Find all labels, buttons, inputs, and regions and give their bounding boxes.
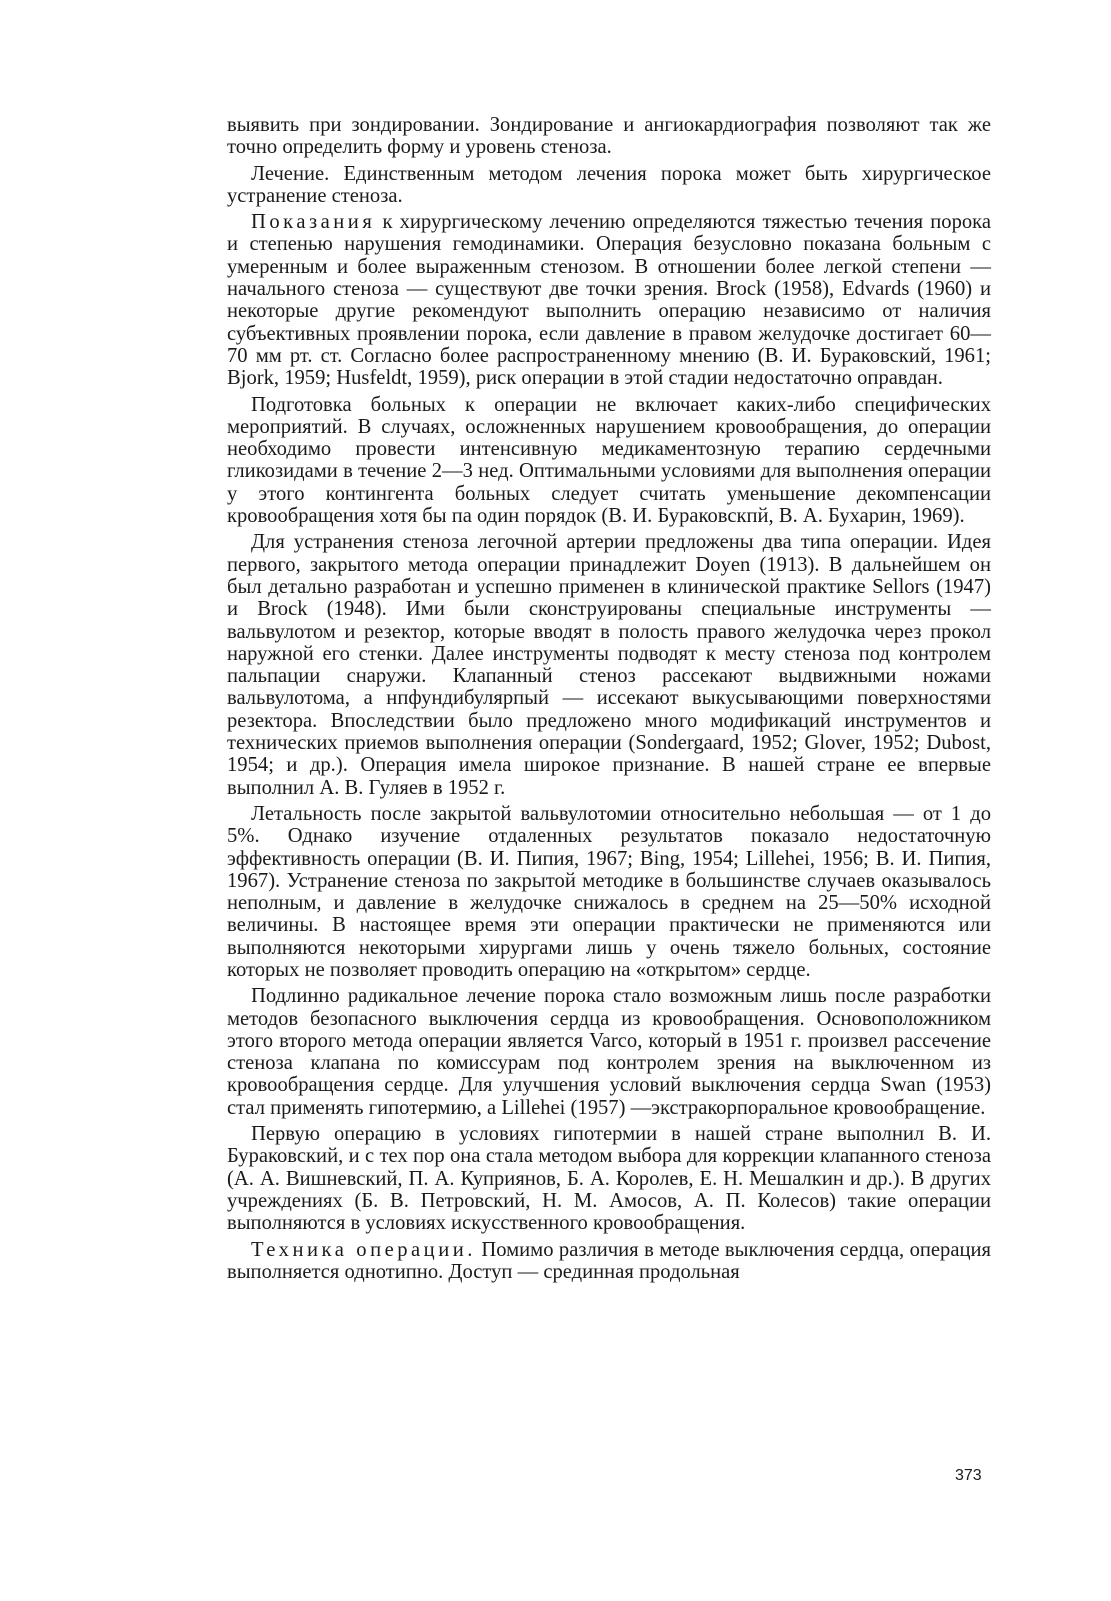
paragraph-text: Летальность после закрытой вальвулотомии относительно небольшая — от 1 до 5%. Однако изучение отдаленных результатов показало недостаточную эффективность операции (В. И. Пипия, 1967; Bing, 1954; Lillehei, 1956; В. И. Пипия, 1967). Устранение стеноза по закрытой методике в большинстве случаев оказывалось неполным, и давление в желудочке снижалось в среднем на 25—50% исходной величины. В настоящее время эти операции практически не применяются или выполняются некоторыми хирургами лишь у очень тяжело больных, состояние которых не позволяет проводить операцию на «открытом» сердце. [227, 802, 991, 981]
paragraph-text: Лечение. Единственным методом лечения порока может быть хирургическое устранение стеноза. [227, 162, 991, 207]
paragraph-text: Подлинно радикальное лечение порока стало возможным лишь после разработки методов безопасного выключения сердца из кровообращения. Основоположником этого второго метода операции является Varco, который в 1951 г. произвел рассечение стеноза клапана по комиссурам под контролем зрения на выключенном из кровообращения сердце. Для улучшения условий выключения сердца Swan (1953) стал применять гипотермию, a Lillehei (1957) —экстракорпоральное кровообращение. [227, 985, 991, 1119]
paragraph-7 [227, 985, 991, 1119]
paragraph-5 [227, 531, 991, 799]
paragraph-6 [227, 803, 991, 981]
paragraph-text: Помимо различия в методе выключения сердца, операция выполняется однотипно. Доступ — срединная продольная [227, 1238, 992, 1283]
paragraph-2 [227, 163, 991, 208]
paragraph-3 [227, 211, 991, 389]
page-body [227, 114, 991, 1287]
paragraph-text: Для устранения стеноза легочной артерии предложены два типа операции. Идея первого, закрытого метода операции принадлежит Doyen (1913). В дальнейшем он был детально разработан и успешно применен в клинической практике Sellors (1947) и Brock (1948). Ими были сконструированы специальные инструменты — вальвулотом и резектор, которые вводят в полость правого желудочка через прокол наружной его стенки. Далее инструменты подводят к месту стеноза под контролем пальпации снаружи. Клапанный стеноз рассекают выдвижными ножами вальвулотома, а нпфундибулярпый — иссекают выкусывающими поверхностями резектора. Впоследствии было предложено много модификаций инструментов и технических приемов выполнения операции (Sondergaard, 1952; Glover, 1952; Dubost, 1954; и др.). Операция имела широкое признание. В нашей стране ее впервые выполнил А. В. Гуляев в 1952 г. [227, 531, 991, 799]
paragraph-lead: Показания [251, 211, 376, 234]
paragraph-1 [227, 114, 991, 159]
paragraph-text: Первую операцию в условиях гипотермии в нашей стране выполнил В. И. Бураковский, и с тех пор она стала методом выбора для коррекции клапанного стеноза (А. А. Вишневский, П. А. Куприянов, Б. А. Королев, Е. Н. Мешалкин и др.). В других учреждениях (Б. В. Петровский, Н. М. Амосов, А. П. Колесов) такие операции выполняются в условиях искусственного кровообращения. [227, 1123, 991, 1235]
paragraph-text: выявить при зондировании. Зондирование и ангиокардиография позволяют так же точно определить форму и уровень стеноза. [227, 114, 991, 159]
paragraph-9 [227, 1239, 991, 1284]
paragraph-4 [227, 394, 991, 528]
paragraph-text: Подготовка больных к операции не включает каких-либо специфических мероприятий. В случаях, осложненных нарушением кровообращения, до операции необходимо провести интенсивную медикаментозную терапию сердечными гликозидами в течение 2—3 нед. Оптимальными условиями для выполнения операции у этого контингента больных следует считать уменьшение декомпенсации кровообращения хотя бы па один порядок (В. И. Бураковскпй, В. А. Бухарин, 1969). [227, 393, 991, 528]
paragraph-lead: Техника операции. [251, 1238, 476, 1261]
paragraph-8 [227, 1123, 991, 1234]
paragraph-text: к хирургическому лечению определяются тяжестью течения порока и степенью нарушения гемодинамики. Операция безусловно показана больным с умеренным и более выраженным стенозом. В отношении более легкой степени — начального стеноза — существуют две точки зрения. Brock (1958), Edvards (1960) и некоторые другие рекомендуют выполнить операцию независимо от наличия субъективных проявлении порока, если давление в правом желудочке достигает 60—70 мм рт. ст. Согласно более распространенному мнению (В. И. Бураковский, 1961; Bjork, 1959; Husfeldt, 1959), риск операции в этой стадии недостаточно оправдан. [227, 211, 991, 390]
page-number: 373 [955, 1467, 982, 1484]
